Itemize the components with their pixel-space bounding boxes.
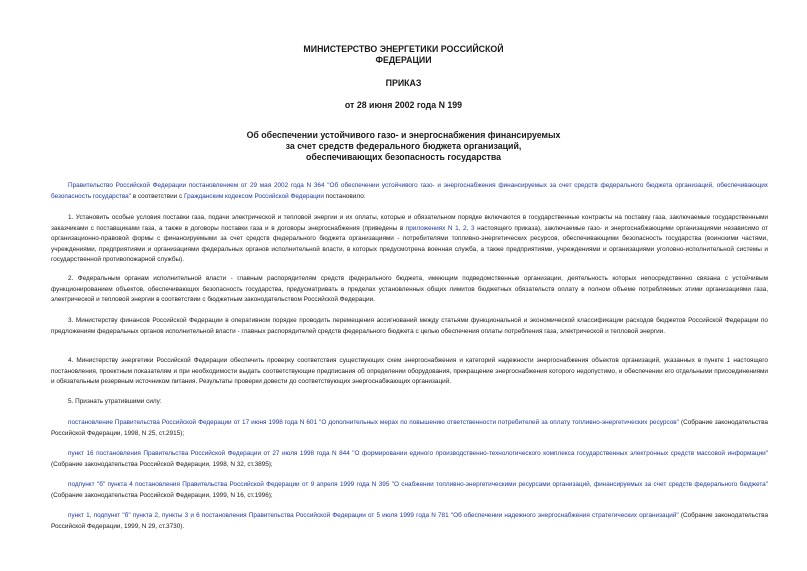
ministry-line-2: ФЕДЕРАЦИИ <box>375 55 432 65</box>
decree-364-link[interactable]: Правительство Российской Федерации постановлением от 29 мая 2002 года N 364 "Об обеспечении устойчивого газо- и энергоснабжения финансируемых за счет средств федерального бюджета организаций, обеспечивающих безопасность государства" <box>51 182 768 200</box>
decree-395-link[interactable]: подпункт "б" пункта 4 постановления Правительства Российской Федерации от 9 апреля 1999 года N 395 "О снабжении топливно-энергетическими ресурсами организаций, финансируемых за счет средств федерального бюджета" <box>68 481 768 488</box>
intro-text-2: постановило: <box>323 192 366 200</box>
paragraph-5: 5. Признать утратившими силу: <box>68 398 162 405</box>
doc-type: ПРИКАЗ <box>385 78 422 88</box>
paragraph-4: 4. Министерству энергетики Российской Федерации обеспечить проверку соответствия существующих схем энергоснабжения и категорий надежности энергоснабжения объектов организаций, указанных в пункте 1 настоящего постановления, проектным показателям и при необходимости выдать соответствующие предписания об определении оборудования, прекращение энергоснабжения которого недопустимо, и обеспечении его отдельными присоединениями и обязательным резервным источником питания. Результаты проверки довести до соответствующих энергоснабжающих организаций. <box>51 357 768 386</box>
ministry-name <box>0 44 807 66</box>
appendices-link[interactable]: приложениях N 1, 2, 3 <box>405 224 475 232</box>
repealed-item-3 <box>51 480 768 501</box>
repealed-item-4 <box>51 511 768 532</box>
paragraph-2: 2. Федеральным органам исполнительной власти - главным распорядителям средств федерального бюджета, имеющим подведомственные организации, деятельность которых непосредственно связана с устойчивым функционированием объектов, обеспечивающих безопасность государства, предусматривать в пределах установленных общих лимитов бюджетных обязательств оплату в полном объеме потребляемых этими организациями газа, электрической и тепловой энергии в соответствии с бюджетным законодательством Российской Федерации. <box>51 275 768 304</box>
decree-601-link[interactable]: постановление Правительства Российской Федерации от 17 июня 1998 года N 601 "О дополнительных мерах по повышению ответственности потребителей за оплату топливно-энергетических ресурсов" <box>68 419 679 426</box>
decree-844-link[interactable]: пункт 16 постановления Правительства Российской Федерации от 27 июля 1998 года N 844 "О формировании единого производственно-технологического комплекса государственных электронных средств массовой информации" <box>68 450 768 457</box>
ministry-line-1: МИНИСТЕРСТВО ЭНЕРГЕТИКИ РОССИЙСКОЙ <box>303 44 504 54</box>
decree-781-link[interactable]: пункт 1, подпункт "б" пункта 2, пункты 3 и 6 постановления Правительства Российской Федерации от 5 июля 1999 года N 781 "Об обеспечении надежного энергоснабжения стратегических организаций" <box>68 512 679 519</box>
repealed-item-1-source: (Собрание законодательства Российской Федерации, 1998, N 25, ст.2915); <box>51 419 768 437</box>
doc-date-number: от 28 июня 2002 года N 199 <box>344 100 463 110</box>
repealed-item-1 <box>51 418 768 439</box>
paragraph-3: 3. Министерству финансов Российской Федерации в оперативном порядке проводить перемещения ассигнований между статьями функциональной и экономической классификации расходов бюджетов Российской Федерации по предложениям федеральных органов исполнительной власти - главных распорядителей средств федерального бюджета с целью обеспечения оплаты потребления газа, электрической и тепловой энергии. <box>51 317 768 335</box>
title-line-1: Об обеспечении устойчивого газо- и энергоснабжения финансируемых <box>246 130 561 140</box>
civil-code-link[interactable]: Гражданским кодексом Российской Федерации <box>184 192 324 200</box>
paragraph-1-text-a: 1. Установить особые условия поставки газа, подачи электрической и тепловой энергии и их оплаты, которые и обязательном порядке включаются в государственные контракты на поставку газа, заключаемые государственными заказчиками с поставщиками газа, а также в договоры поставки газа и в договоры энергоснабжения (приведены в <box>51 214 768 232</box>
repealed-item-2-source: (Собрание законодательства Российской Федерации, 1998, N 32, ст.3895); <box>51 460 273 468</box>
repealed-item-3-source: (Собрание законодательства Российской Федерации, 1999, N 16, ст.1996); <box>51 491 273 499</box>
intro-text-1: в соответствии с <box>130 192 184 200</box>
paragraph-1 <box>51 213 768 266</box>
title-line-2: за счет средств федерального бюджета организаций, <box>285 141 522 151</box>
paragraph-1-text-b: настоящего приказа), заключаемые газо- и энергоснабжающими организациями независимо от организационно-правовой формы с финансируемыми за счет средств федерального бюджета организациями - потребителями топливно-энергетических ресурсов, обеспечивающими безопасность государства (воинскими частями, учреждениями, предприятиями и организациями федеральных органов исполнительной власти, в которых предусмотрена военная служба, а также предприятиями, учреждениями и организациями уголовно-исполнительной системы и государственной противопожарной службы). <box>51 224 768 264</box>
repealed-item-2 <box>51 449 768 470</box>
repealed-item-4-source: (Собрание законодательства Российской Федерации, 1999, N 29, ст.3730). <box>51 512 768 530</box>
title-line-3: обеспечивающих безопасность государства <box>305 152 502 162</box>
doc-title <box>0 130 807 163</box>
intro-paragraph <box>51 181 768 202</box>
